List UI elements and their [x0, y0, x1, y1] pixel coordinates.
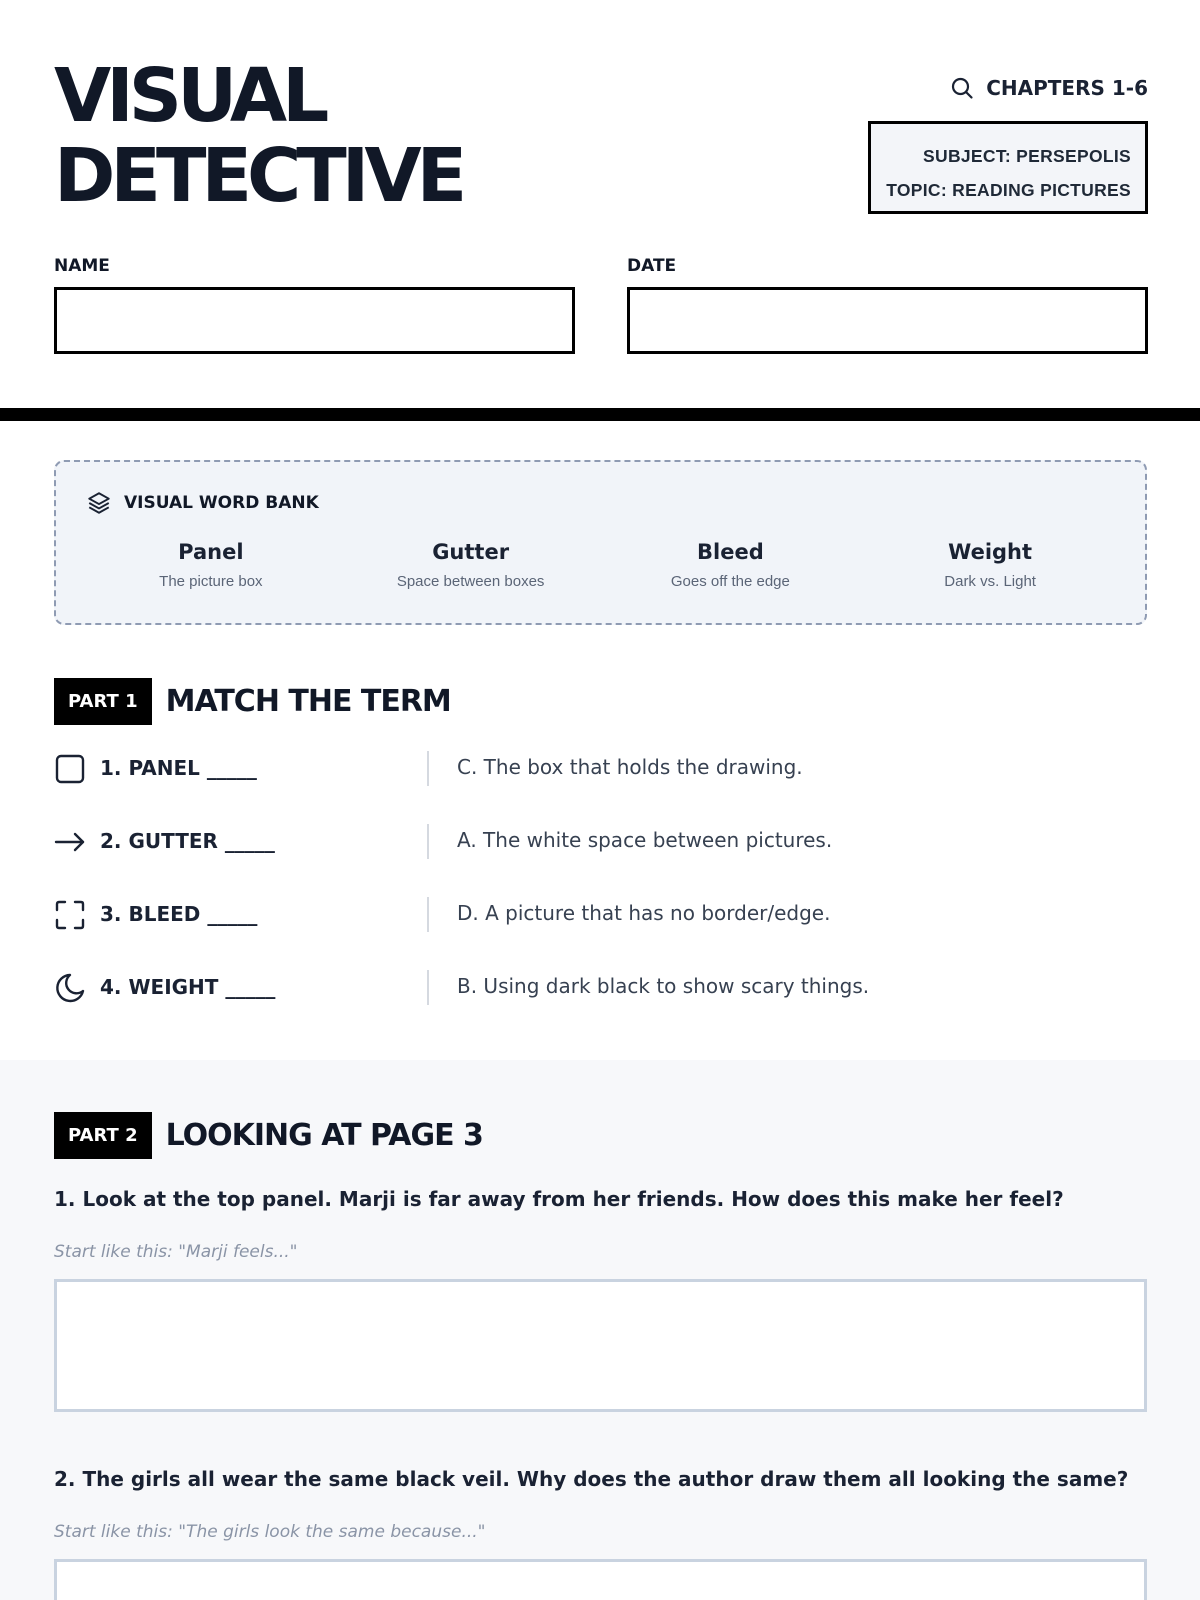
term-word: Gutter [432, 540, 510, 564]
match-separator [427, 897, 429, 932]
square-icon [54, 753, 86, 785]
term-word: Bleed [697, 540, 764, 564]
answer-hint: Start like this: "Marji feels..." [54, 1242, 298, 1262]
section-divider [0, 408, 1200, 421]
part1-title: MATCH THE TERM [165, 684, 451, 719]
word-bank-term [860, 540, 1120, 590]
page-title [54, 53, 463, 219]
match-definition: D. A picture that has no border/edge. [457, 901, 831, 925]
match-definition: A. The white space between pictures. [457, 828, 833, 852]
word-bank-title: VISUAL WORD BANK [124, 493, 319, 513]
subject-label: SUBJECT: PERSEPOLIS [923, 146, 1131, 166]
answer-field[interactable] [54, 1559, 1147, 1600]
term-word: Panel [178, 540, 244, 564]
title-line-1: VISUAL [54, 53, 325, 139]
word-bank-term [341, 540, 601, 590]
match-separator [427, 970, 429, 1005]
chapters-label: CHAPTERS 1-6 [986, 76, 1148, 100]
question-text: 2. The girls all wear the same black veil. Why does the author draw them all looking the same? [54, 1467, 1129, 1491]
visual-word-bank [54, 460, 1147, 625]
match-separator [427, 751, 429, 786]
part2-title: LOOKING AT PAGE 3 [165, 1118, 483, 1153]
match-term[interactable]: 3. BLEED _____ [100, 902, 258, 926]
subject-box [868, 121, 1148, 214]
word-bank-terms [81, 540, 1120, 590]
match-row [54, 823, 1147, 859]
topic-label: TOPIC: READING PICTURES [886, 180, 1131, 200]
term-definition: The picture box [159, 573, 263, 590]
part2-header [54, 1112, 483, 1159]
match-row [54, 750, 1147, 786]
term-definition: Dark vs. Light [944, 573, 1036, 590]
term-definition: Space between boxes [396, 573, 545, 590]
term-definition: Goes off the edge [670, 573, 790, 590]
term-word: Weight [948, 540, 1033, 564]
match-definition: C. The box that holds the drawing. [457, 755, 803, 779]
question-text: 1. Look at the top panel. Marji is far away from her friends. How does this make her feel? [54, 1187, 1064, 1211]
answer-hint: Start like this: "The girls look the same because..." [54, 1522, 486, 1542]
date-field[interactable] [627, 287, 1148, 354]
match-definition: B. Using dark black to show scary things. [457, 974, 870, 998]
expand-corners-icon [54, 899, 86, 931]
moon-icon [54, 972, 86, 1004]
worksheet-header [0, 0, 1200, 408]
part2-badge: PART 2 [54, 1112, 152, 1159]
part1-header [54, 678, 451, 725]
match-row [54, 896, 1147, 932]
chapters-tag [950, 76, 1148, 100]
search-icon [950, 76, 974, 100]
name-field[interactable] [54, 287, 575, 354]
date-label: DATE [627, 256, 677, 276]
word-bank-term [601, 540, 861, 590]
word-bank-header [86, 490, 319, 516]
title-line-2: DETECTIVE [54, 133, 463, 219]
match-term[interactable]: 4. WEIGHT _____ [100, 975, 276, 999]
answer-field[interactable] [54, 1279, 1147, 1412]
match-row [54, 969, 1147, 1005]
name-label: NAME [54, 256, 110, 276]
layers-icon [86, 490, 112, 516]
arrow-right-icon [54, 826, 86, 858]
word-bank-term [81, 540, 341, 590]
part1-badge: PART 1 [54, 678, 152, 725]
part2-section [0, 1060, 1200, 1600]
match-term[interactable]: 2. GUTTER _____ [100, 829, 275, 853]
match-term[interactable]: 1. PANEL _____ [100, 756, 257, 780]
match-separator [427, 824, 429, 859]
